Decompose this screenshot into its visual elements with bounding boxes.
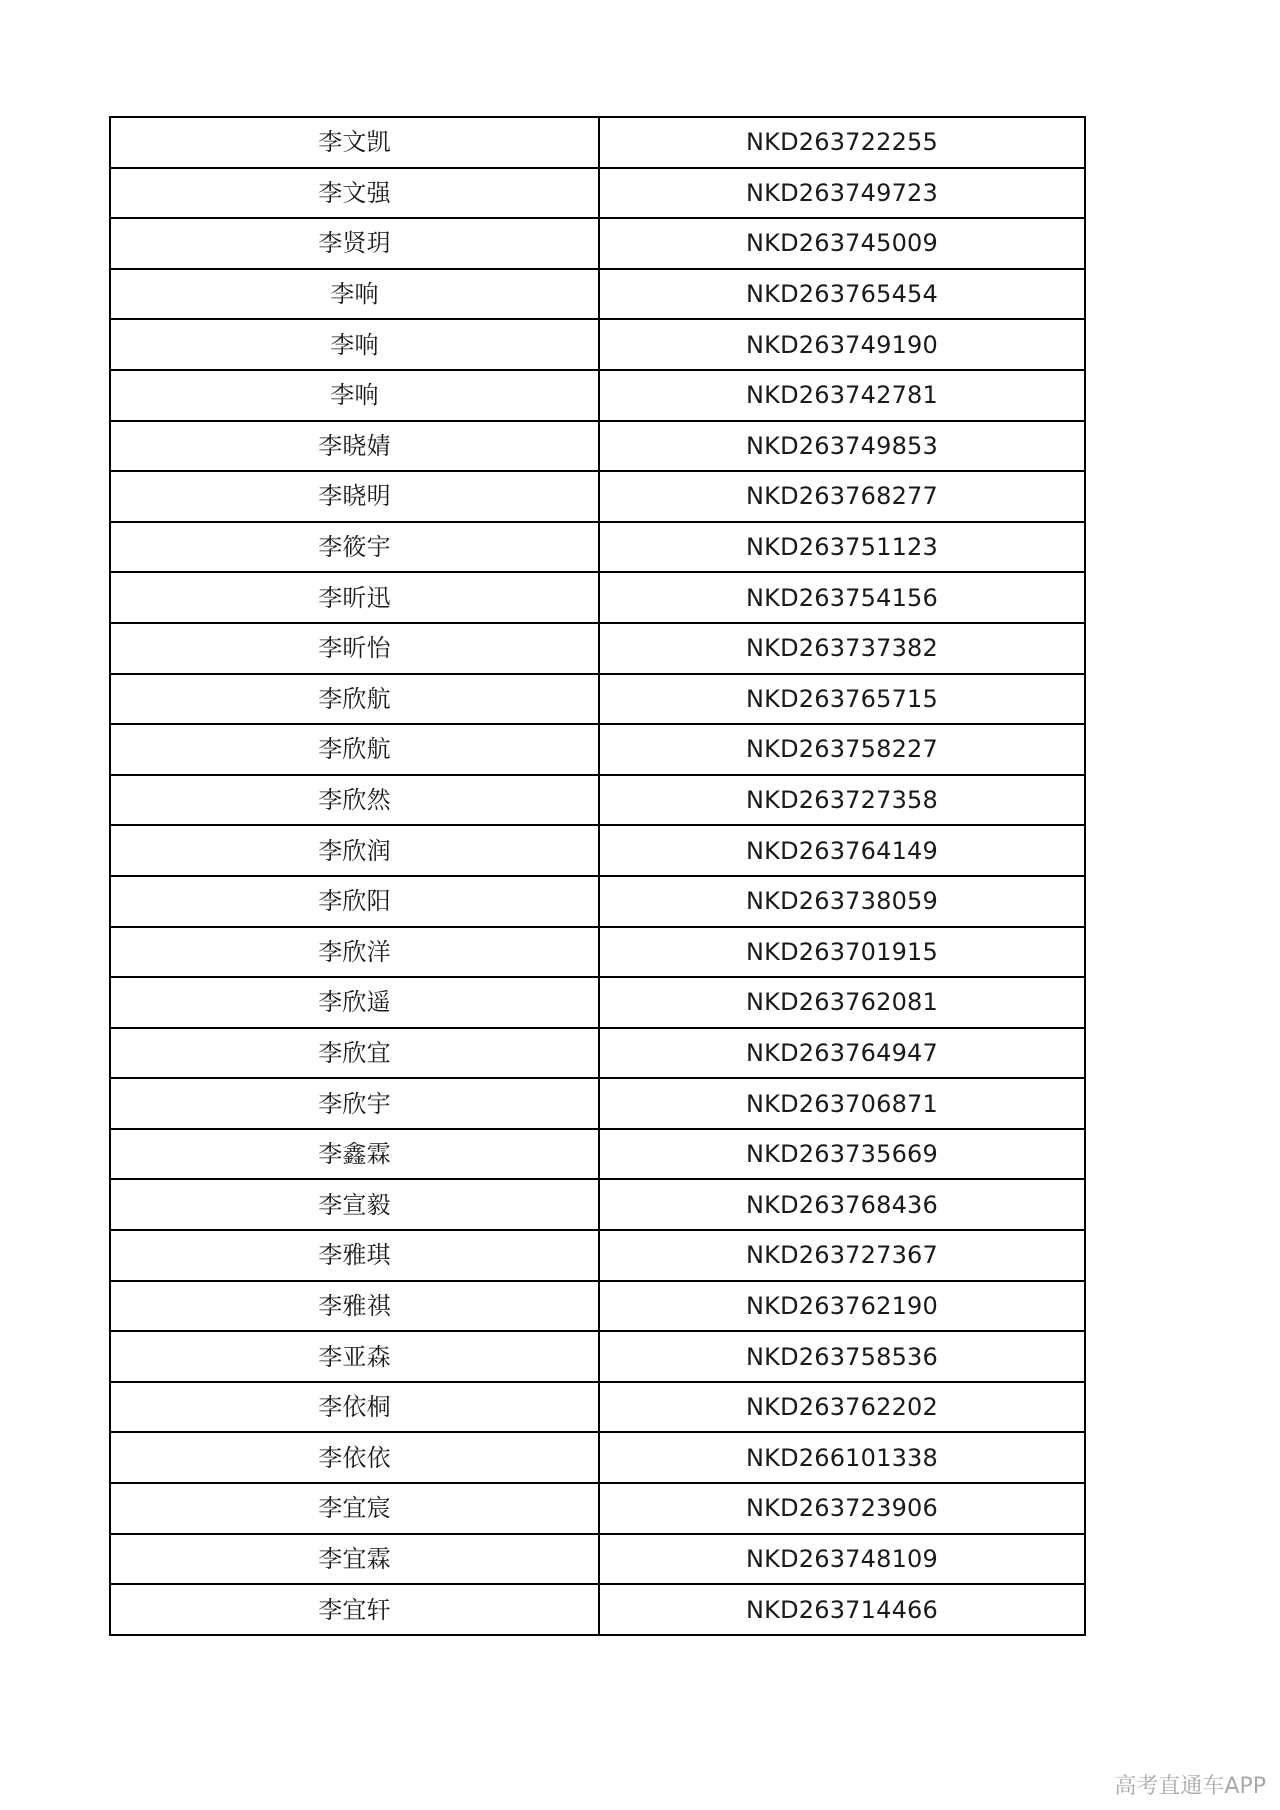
- table-row: [110, 572, 1085, 623]
- table-row: [110, 876, 1085, 927]
- table-row: [110, 319, 1085, 370]
- table-row: [110, 117, 1085, 168]
- id-cell: NKD263727367: [599, 1230, 1085, 1281]
- table-row: [110, 775, 1085, 826]
- name-cell: 李响: [110, 319, 599, 370]
- id-cell: NKD263762190: [599, 1281, 1085, 1332]
- roster-body: [110, 117, 1085, 1635]
- name-cell: 李欣阳: [110, 876, 599, 927]
- name-cell: 李文凯: [110, 117, 599, 168]
- table-row: [110, 1281, 1085, 1332]
- name-cell: 李欣宇: [110, 1078, 599, 1129]
- id-cell: NKD266101338: [599, 1432, 1085, 1483]
- table-row: [110, 825, 1085, 876]
- name-cell: 李欣润: [110, 825, 599, 876]
- table-row: [110, 421, 1085, 472]
- name-cell: 李欣洋: [110, 927, 599, 978]
- name-cell: 李文强: [110, 168, 599, 219]
- id-cell: NKD263762202: [599, 1382, 1085, 1433]
- id-cell: NKD263749723: [599, 168, 1085, 219]
- table-row: [110, 1028, 1085, 1079]
- table-row: [110, 1129, 1085, 1180]
- id-cell: NKD263765715: [599, 674, 1085, 725]
- name-cell: 李响: [110, 370, 599, 421]
- id-cell: NKD263737382: [599, 623, 1085, 674]
- id-cell: NKD263751123: [599, 522, 1085, 573]
- name-cell: 李欣然: [110, 775, 599, 826]
- name-cell: 李宜宸: [110, 1483, 599, 1534]
- name-cell: 李依依: [110, 1432, 599, 1483]
- id-cell: NKD263749190: [599, 319, 1085, 370]
- table-row: [110, 1230, 1085, 1281]
- id-cell: NKD263742781: [599, 370, 1085, 421]
- table-row: [110, 1331, 1085, 1382]
- id-cell: NKD263735669: [599, 1129, 1085, 1180]
- id-cell: NKD263764149: [599, 825, 1085, 876]
- watermark-text: 高考直通车APP: [1114, 1774, 1266, 1799]
- name-cell: 李雅祺: [110, 1281, 599, 1332]
- id-cell: NKD263758227: [599, 724, 1085, 775]
- name-cell: 李晓明: [110, 471, 599, 522]
- table-row: [110, 218, 1085, 269]
- name-cell: 李响: [110, 269, 599, 320]
- name-cell: 李亚森: [110, 1331, 599, 1382]
- table-row: [110, 674, 1085, 725]
- id-cell: NKD263727358: [599, 775, 1085, 826]
- table-row: [110, 623, 1085, 674]
- name-cell: 李欣宜: [110, 1028, 599, 1079]
- id-cell: NKD263758536: [599, 1331, 1085, 1382]
- id-cell: NKD263738059: [599, 876, 1085, 927]
- name-cell: 李依桐: [110, 1382, 599, 1433]
- id-cell: NKD263714466: [599, 1584, 1085, 1635]
- table-row: [110, 927, 1085, 978]
- name-cell: 李昕怡: [110, 623, 599, 674]
- name-cell: 李昕迅: [110, 572, 599, 623]
- id-cell: NKD263722255: [599, 117, 1085, 168]
- id-cell: NKD263706871: [599, 1078, 1085, 1129]
- name-cell: 李宜轩: [110, 1584, 599, 1635]
- name-cell: 李宣毅: [110, 1179, 599, 1230]
- name-cell: 李贤玥: [110, 218, 599, 269]
- table-row: [110, 1534, 1085, 1585]
- table-row: [110, 724, 1085, 775]
- table-row: [110, 1432, 1085, 1483]
- name-cell: 李鑫霖: [110, 1129, 599, 1180]
- name-cell: 李宜霖: [110, 1534, 599, 1585]
- id-cell: NKD263723906: [599, 1483, 1085, 1534]
- id-cell: NKD263768436: [599, 1179, 1085, 1230]
- name-cell: 李晓婧: [110, 421, 599, 472]
- roster-table: [109, 116, 1086, 1636]
- id-cell: NKD263765454: [599, 269, 1085, 320]
- table-row: [110, 471, 1085, 522]
- name-cell: 李雅琪: [110, 1230, 599, 1281]
- table-row: [110, 269, 1085, 320]
- id-cell: NKD263764947: [599, 1028, 1085, 1079]
- table-row: [110, 1584, 1085, 1635]
- name-cell: 李欣航: [110, 724, 599, 775]
- name-cell: 李筱宇: [110, 522, 599, 573]
- id-cell: NKD263754156: [599, 572, 1085, 623]
- table-row: [110, 1078, 1085, 1129]
- id-cell: NKD263762081: [599, 977, 1085, 1028]
- id-cell: NKD263768277: [599, 471, 1085, 522]
- id-cell: NKD263748109: [599, 1534, 1085, 1585]
- name-cell: 李欣航: [110, 674, 599, 725]
- table-row: [110, 370, 1085, 421]
- table-row: [110, 168, 1085, 219]
- table-row: [110, 1179, 1085, 1230]
- table-row: [110, 1382, 1085, 1433]
- table-row: [110, 1483, 1085, 1534]
- id-cell: NKD263745009: [599, 218, 1085, 269]
- id-cell: NKD263749853: [599, 421, 1085, 472]
- table-row: [110, 522, 1085, 573]
- id-cell: NKD263701915: [599, 927, 1085, 978]
- table-row: [110, 977, 1085, 1028]
- name-cell: 李欣遥: [110, 977, 599, 1028]
